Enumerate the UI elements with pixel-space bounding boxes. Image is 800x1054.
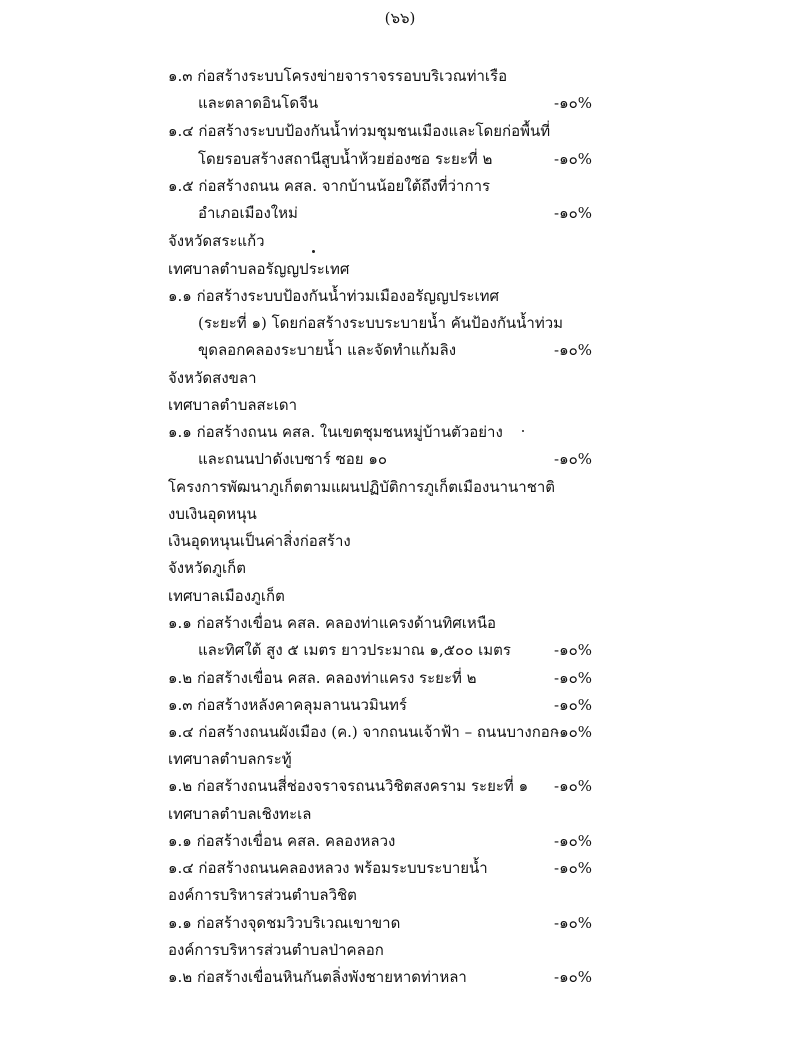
item-text: และทิศใต้ สูง ๕ เมตร ยาวประมาณ ๑,๕๐๐ เมตร [198,641,511,659]
heading-text: องค์การบริหารส่วนตำบลป่าคลอก [168,941,384,959]
item-text: ๑.๕ ก่อสร้างถนน คสล. จากบ้านน้อยใต้ถึงที่ว่าการ [168,177,491,195]
page-number: (๖๖) [384,9,416,27]
percentage: -๑๐% [554,696,592,714]
item-text: ๑.๔ ก่อสร้างระบบป้องกันน้ำท่วมชุมชนเมืองและโดยก่อพื้นที่ [168,122,551,140]
heading-text: เทศบาลตำบลอรัญญประเทศ [168,260,350,278]
heading-text: จังหวัดสงขลา [168,369,257,387]
item-text: ๑.๓ ก่อสร้างหลังคาคลุมลานนวมินทร์ [168,696,407,714]
percentage: -๑๐% [554,204,592,222]
item-line [0,310,800,337]
item-line [0,90,800,117]
agency-heading [0,392,800,419]
project-heading [0,474,800,501]
budget-heading [0,501,800,528]
agency-heading [0,937,800,964]
percentage: -๑๐% [554,914,592,932]
heading-text: เทศบาลตำบลสะเดา [168,396,298,414]
agency-heading [0,746,800,773]
percentage: -๑๐% [554,723,592,741]
heading-text: งบเงินอุดหนุน [168,505,257,523]
item-text: และถนนปาดังเบซาร์ ซอย ๑๐ [198,450,388,468]
item-line [0,828,800,855]
item-text: ๑.๑ ก่อสร้างระบบป้องกันน้ำท่วมเมืองอรัญญประเทศ [168,287,499,305]
item-line [0,855,800,882]
item-text: ๑.๑ ก่อสร้างเขื่อน คสล. คลองหลวง [168,832,396,850]
heading-text: โครงการพัฒนาภูเก็ตตามแผนปฏิบัติการภูเก็ตเมืองนานาชาติ [168,478,556,496]
agency-heading [0,882,800,909]
item-text: ๑.๔ ก่อสร้างถนนผังเมือง (ค.) จากถนนเจ้าฟ้า – ถนนบางกอก [168,723,559,741]
item-line [0,665,800,692]
item-line [0,637,800,664]
percentage: -๑๐% [554,341,592,359]
percentage: -๑๐% [554,832,592,850]
item-line [0,337,800,364]
item-text: และตลาดอินโดจีน [198,94,319,112]
item-line [0,964,800,991]
item-line [0,719,800,746]
item-line [0,692,800,719]
scan-speck [522,430,524,432]
percentage: -๑๐% [554,94,592,112]
item-line [0,200,800,227]
item-text: (ระยะที่ ๑) โดยก่อสร้างระบบระบายน้ำ คันป้องกันน้ำท่วม [198,314,564,332]
province-heading [0,555,800,582]
item-line [0,146,800,173]
item-text: ขุดลอกคลองระบายน้ำ และจัดทำแก้มลิง [198,341,457,359]
item-line [0,773,800,800]
item-text: ๑.๑ ก่อสร้างเขื่อน คสล. คลองท่าแครงด้านทิศเหนือ [168,614,497,632]
heading-text: จังหวัดภูเก็ต [168,559,247,577]
province-heading [0,365,800,392]
heading-text: เงินอุดหนุนเป็นค่าสิ่งก่อสร้าง [168,532,351,550]
heading-text: เทศบาลตำบลกระทู้ [168,750,292,768]
item-line [0,446,800,473]
item-line [0,610,800,637]
item-text: ๑.๑ ก่อสร้างจุดชมวิวบริเวณเขาขาด [168,914,401,932]
item-line [0,283,800,310]
item-line [0,118,800,145]
heading-text: องค์การบริหารส่วนตำบลวิชิต [168,886,357,904]
budget-subheading [0,528,800,555]
item-text: ๑.๓ ก่อสร้างระบบโครงข่ายจาราจรรอบบริเวณท่าเรือ [168,67,508,85]
item-line [0,910,800,937]
item-line [0,173,800,200]
agency-heading [0,256,800,283]
item-text: ๑.๒ ก่อสร้างเขื่อน คสล. คลองท่าแครง ระยะที่ ๒ [168,669,477,687]
item-text: ๑.๑ ก่อสร้างถนน คสล. ในเขตชุมชนหมู่บ้านตัวอย่าง [168,423,503,441]
item-line [0,419,800,446]
item-line [0,63,800,90]
percentage: -๑๐% [554,641,592,659]
heading-text: เทศบาลตำบลเชิงทะเล [168,805,312,823]
heading-text: เทศบาลเมืองภูเก็ต [168,587,285,605]
heading-text: จังหวัดสระแก้ว [168,232,265,250]
percentage: -๑๐% [554,968,592,986]
agency-heading [0,583,800,610]
percentage: -๑๐% [554,450,592,468]
agency-heading [0,801,800,828]
province-heading [0,228,800,255]
percentage: -๑๐% [554,669,592,687]
item-text: ๑.๒ ก่อสร้างเขื่อนหินกันตลิ่งพังชายหาดท่าหลา [168,968,467,986]
item-text: อำเภอเมืองใหม่ [198,204,298,222]
item-text: ๑.๔ ก่อสร้างถนนคลองหลวง พร้อมระบบระบายน้ำ [168,859,488,877]
percentage: -๑๐% [554,150,592,168]
item-text: โดยรอบสร้างสถานีสูบน้ำห้วยฮ่องซอ ระยะที่ ๒ [198,150,493,168]
scan-speck [312,250,315,253]
percentage: -๑๐% [554,777,592,795]
item-text: ๑.๒ ก่อสร้างถนนสี่ช่องจราจรถนนวิชิตสงคราม ระยะที่ ๑ [168,777,529,795]
percentage: -๑๐% [554,859,592,877]
